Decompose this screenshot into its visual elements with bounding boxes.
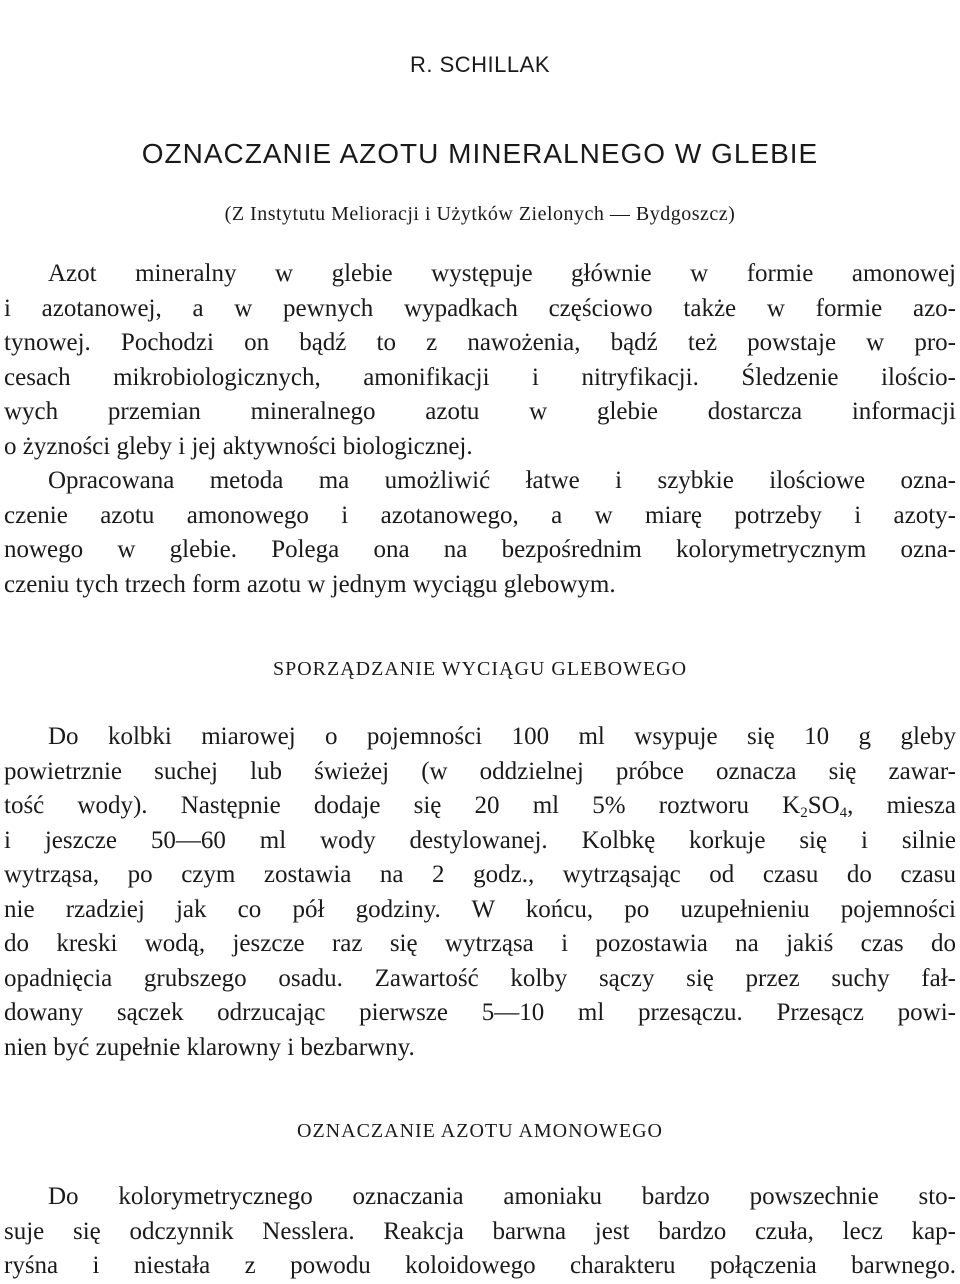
text-line: dowany sączek odrzucając pierwsze 5—10 ml przesączu. Przesącz powi- (4, 999, 956, 1026)
formula-text-mid: SO (807, 792, 840, 819)
formula-text-before: tość wody). Następnie dodaje się 20 ml 5% roztworu K (4, 792, 801, 819)
text-line: suje się odczynnik Nesslera. Reakcja barwna jest bardzo czuła, lecz kap- (4, 1217, 956, 1245)
text-line: wych przemian mineralnego azotu w glebie dostarcza informacji (4, 398, 956, 425)
intro-paragraph (4, 257, 956, 602)
extract-paragraph (4, 720, 956, 1065)
text-line: Do kolbki miarowej o pojemności 100 ml wsypuje się 10 g gleby (48, 723, 956, 750)
text-line: i azotanowej, a w pewnych wypadkach częściowo także w formie azo- (4, 294, 956, 322)
text-line: tynowej. Pochodzi on bądź to z nawożenia, bądź też powstaje w pro- (4, 329, 956, 356)
text-line: cesach mikrobiologicznych, amonifikacji i nitryfikacji. Śledzenie ilościo- (4, 363, 956, 391)
formula-subscript: 4 (839, 805, 848, 821)
text-line: wytrząsa, po czym zostawia na 2 godz., wytrząsając od czasu do czasu (4, 861, 956, 888)
text-line: opadnięcia grubszego osadu. Zawartość kolby sączy się przez suchy fał- (4, 964, 956, 992)
text-line: czenie azotu amonowego i azotanowego, a w miarę potrzeby i azoty- (4, 501, 956, 529)
text-line: nien być zupełnie klarowny i bezbarwny. (4, 1033, 415, 1061)
formula-text-after: , miesza (847, 792, 956, 819)
text-line: do kreski wodą, jeszcze raz się wytrząsa i pozostawia na jakiś czas do (4, 930, 956, 957)
text-line: powietrznie suchej lub świeżej (w oddzielnej próbce oznacza się zawar- (4, 757, 956, 785)
text-line: nie rzadziej jak co pół godziny. W końcu, po uzupełnieniu pojemności (4, 895, 956, 923)
text-line: i jeszcze 50—60 ml wody destylowanej. Kolbkę korkuje się i silnie (4, 826, 956, 854)
text-line: o żyzności gleby i jej aktywności biologicznej. (4, 432, 473, 460)
section-heading: OZNACZANIE AZOTU AMONOWEGO (297, 1120, 663, 1142)
formula-line (4, 789, 956, 824)
formula-subscript: 2 (800, 805, 808, 821)
text-line: Azot mineralny w glebie występuje głównie w formie amonowej (48, 260, 956, 287)
text-line: ryśna i niestała z powodu koloidowego charakteru połączenia barwnego. (4, 1252, 956, 1279)
text-line: Do kolorymetrycznego oznaczania amoniaku bardzo powszechnie sto- (48, 1183, 956, 1210)
affiliation: (Z Instytutu Melioracji i Użytków Zielonych — Bydgoszcz) (224, 203, 736, 225)
author-name: R. SCHILLAK (410, 52, 550, 77)
text-line: czeniu tych trzech form azotu w jednym wyciągu glebowym. (4, 570, 616, 598)
ammonium-paragraph (4, 1180, 956, 1284)
text-line: nowego w glebie. Polega ona na bezpośrednim kolorymetrycznym ozna- (4, 536, 956, 563)
paper-title: OZNACZANIE AZOTU MINERALNEGO W GLEBIE (141, 138, 819, 169)
text-line: Opracowana metoda ma umożliwić łatwe i szybkie ilościowe ozna- (48, 467, 956, 494)
section-heading: SPORZĄDZANIE WYCIĄGU GLEBOWEGO (272, 658, 688, 680)
